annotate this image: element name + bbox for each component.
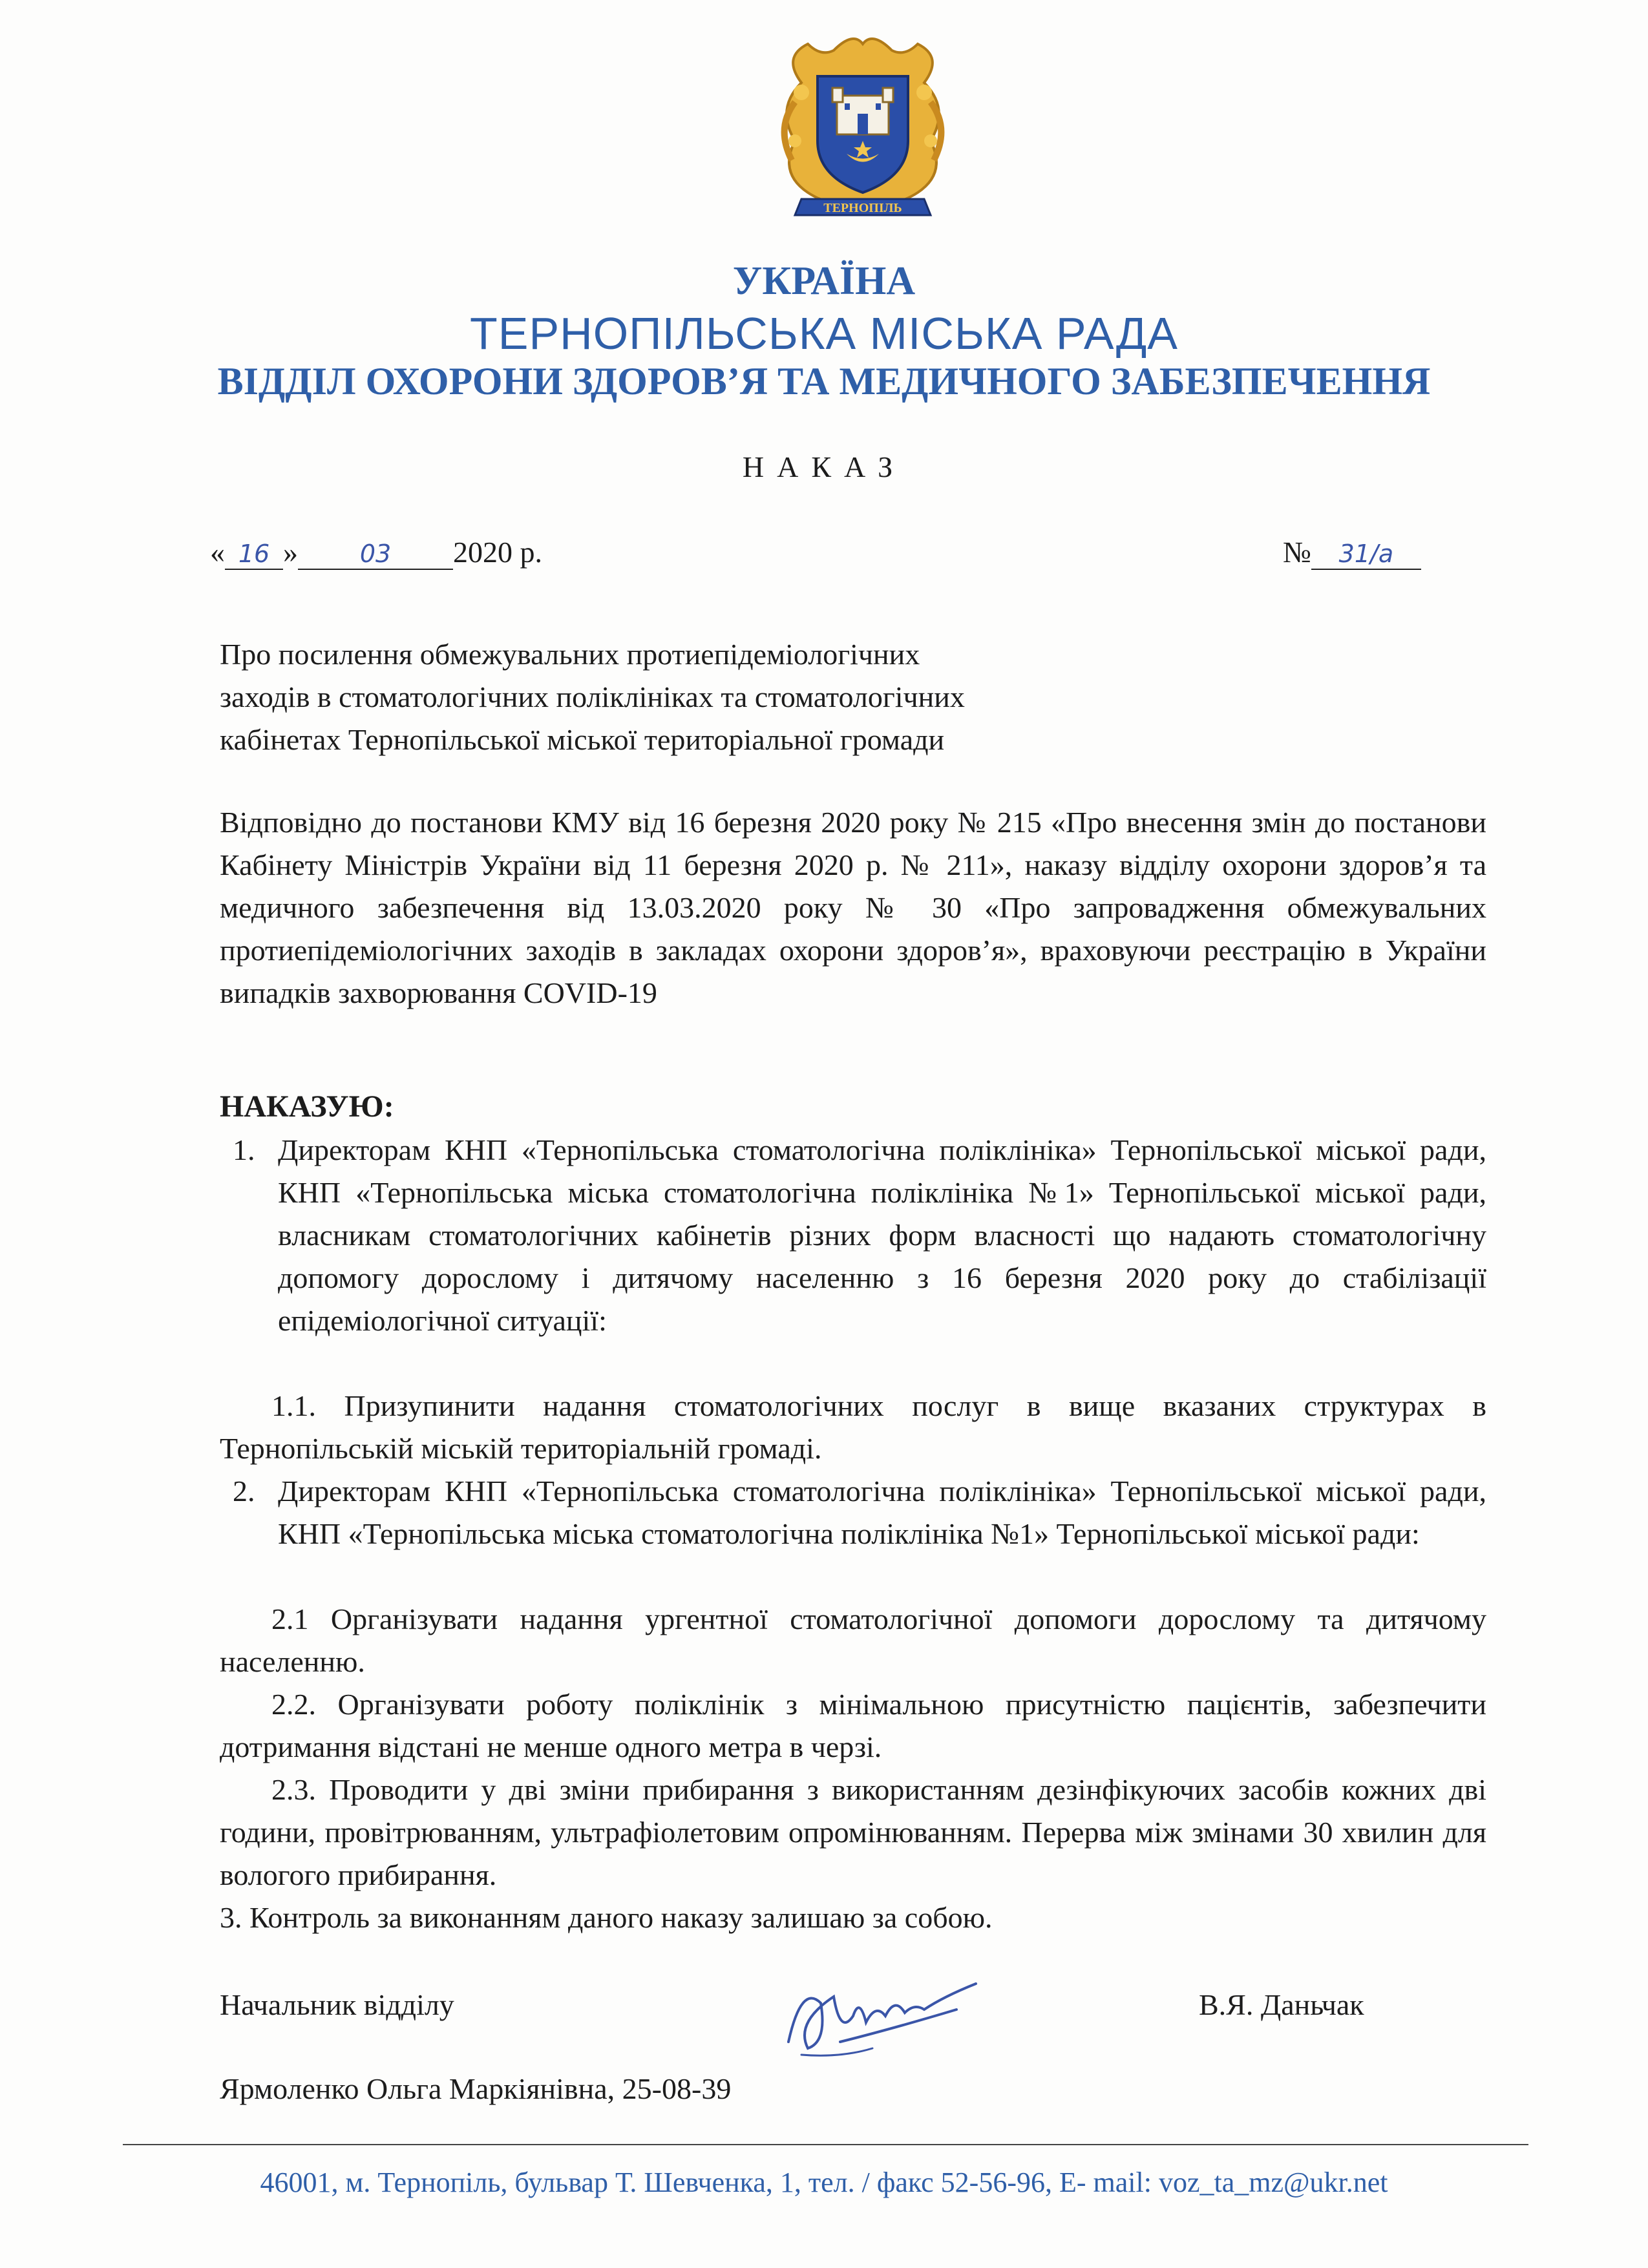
subject-line: кабінетах Тернопільської міської територіальної громади (220, 723, 945, 756)
item-number: 1. (233, 1133, 255, 1166)
date-month: 03 (298, 539, 453, 570)
footer-address: 46001, м. Тернопіль, бульвар Т. Шевченка, 1, тел. / факс 52-56-96, E- mail: voz_ta_mz@ukr.net (260, 2167, 1388, 2198)
order-subitem-2-3: 2.3. Проводити у дві зміни прибирання з використанням дезінфікуючих засобів кожних дві години, провітрюванням, ультрафіолетовим опромінюванням. Перерва між змінами 30 хвилин для вологого прибирання. (220, 1773, 1486, 1891)
item-text: Директорам КНП «Тернопільська стоматологічна поліклініка» Тернопільської міської ради, КНП «Тернопільська міська стоматологічна поліклініка №1» Тернопільської міської ради: (278, 1475, 1486, 1550)
order-word: НАКАЗУЮ: (220, 1089, 394, 1124)
signatory-position: Начальник відділу (220, 1988, 454, 2021)
item-number: 2. (233, 1475, 255, 1507)
item-text: Директорам КНП «Тернопільська стоматологічна поліклініка» Тернопільської міської ради, КНП «Тернопільська міська стоматологічна поліклініка №1» Тернопільської міської ради, власникам стоматологічних кабінетів різних форм власності що надають стоматологічну допомогу дорослому і дитячому населенню з 16 березня 2020 року до стабілізації епідеміологічної ситуації: (278, 1133, 1486, 1337)
order-subitem-2-2: 2.2. Організувати роботу поліклінік з мінімальною присутністю пацієнтів, забезпечити дотримання відстані не менше одного метра в черзі. (220, 1688, 1486, 1763)
date-day: 16 (225, 539, 283, 570)
signatory-name: В.Я. Даньчак (1199, 1988, 1364, 2021)
preamble-paragraph: Відповідно до постанови КМУ від 16 березня 2020 року № 215 «Про внесення змін до постанови Кабінету Міністрів України від 11 березня 2020 р. № 211», наказу відділу охорони здоров’я та медичного забезпечення від 13.03.2020 року № 30 «Про запровадження обмежувальних протиепідеміологічних заходів в закладах охорони здоров’я», враховуючи реєстрацію в України випадків захворювання COVID-19 (220, 806, 1486, 1009)
order-date: « 16 » 03 2020 р. (210, 536, 542, 569)
city-coat-of-arms (756, 31, 969, 244)
subject-line: заходів в стоматологічних поліклініках та стоматологічних (220, 680, 965, 713)
date-year: 2020 р. (453, 536, 542, 569)
footer-divider (123, 2144, 1528, 2145)
order-item-1 (220, 1129, 1486, 1342)
order-item-2 (220, 1470, 1486, 1555)
order-subitem-2-1: 2.1 Організувати надання ургентної стоматологічної допомоги дорослому та дитячому населенню. (220, 1602, 1486, 1678)
handwritten-signature (763, 1945, 1008, 2074)
crest-ribbon-text: ТЕРНОПІЛЬ (823, 201, 902, 215)
order-item-3: 3. Контроль за виконанням даного наказу залишаю за собою. (220, 1901, 993, 1934)
number-prefix: № (1283, 536, 1311, 569)
country-heading: УКРАЇНА (732, 259, 916, 303)
document-type: НАКАЗ (742, 450, 906, 483)
number-value: 31/а (1311, 539, 1421, 570)
order-number (1283, 533, 1421, 572)
department-heading: ВІДДІЛ ОХОРОНИ ЗДОРОВ’Я ТА МЕДИЧНОГО ЗАБЕЗПЕЧЕННЯ (217, 360, 1431, 403)
order-subject (220, 633, 1254, 761)
executor-contact: Ярмоленко Ольга Маркіянівна, 25-08-39 (220, 2072, 732, 2105)
order-subitem-1-1: 1.1. Призупинити надання стоматологічних послуг в вище вказаних структурах в Тернопільській міській територіальній громаді. (220, 1389, 1486, 1465)
subject-line: Про посилення обмежувальних протиепідеміологічних (220, 638, 920, 671)
council-heading: ТЕРНОПІЛЬСЬКА МІСЬКА РАДА (470, 308, 1178, 359)
